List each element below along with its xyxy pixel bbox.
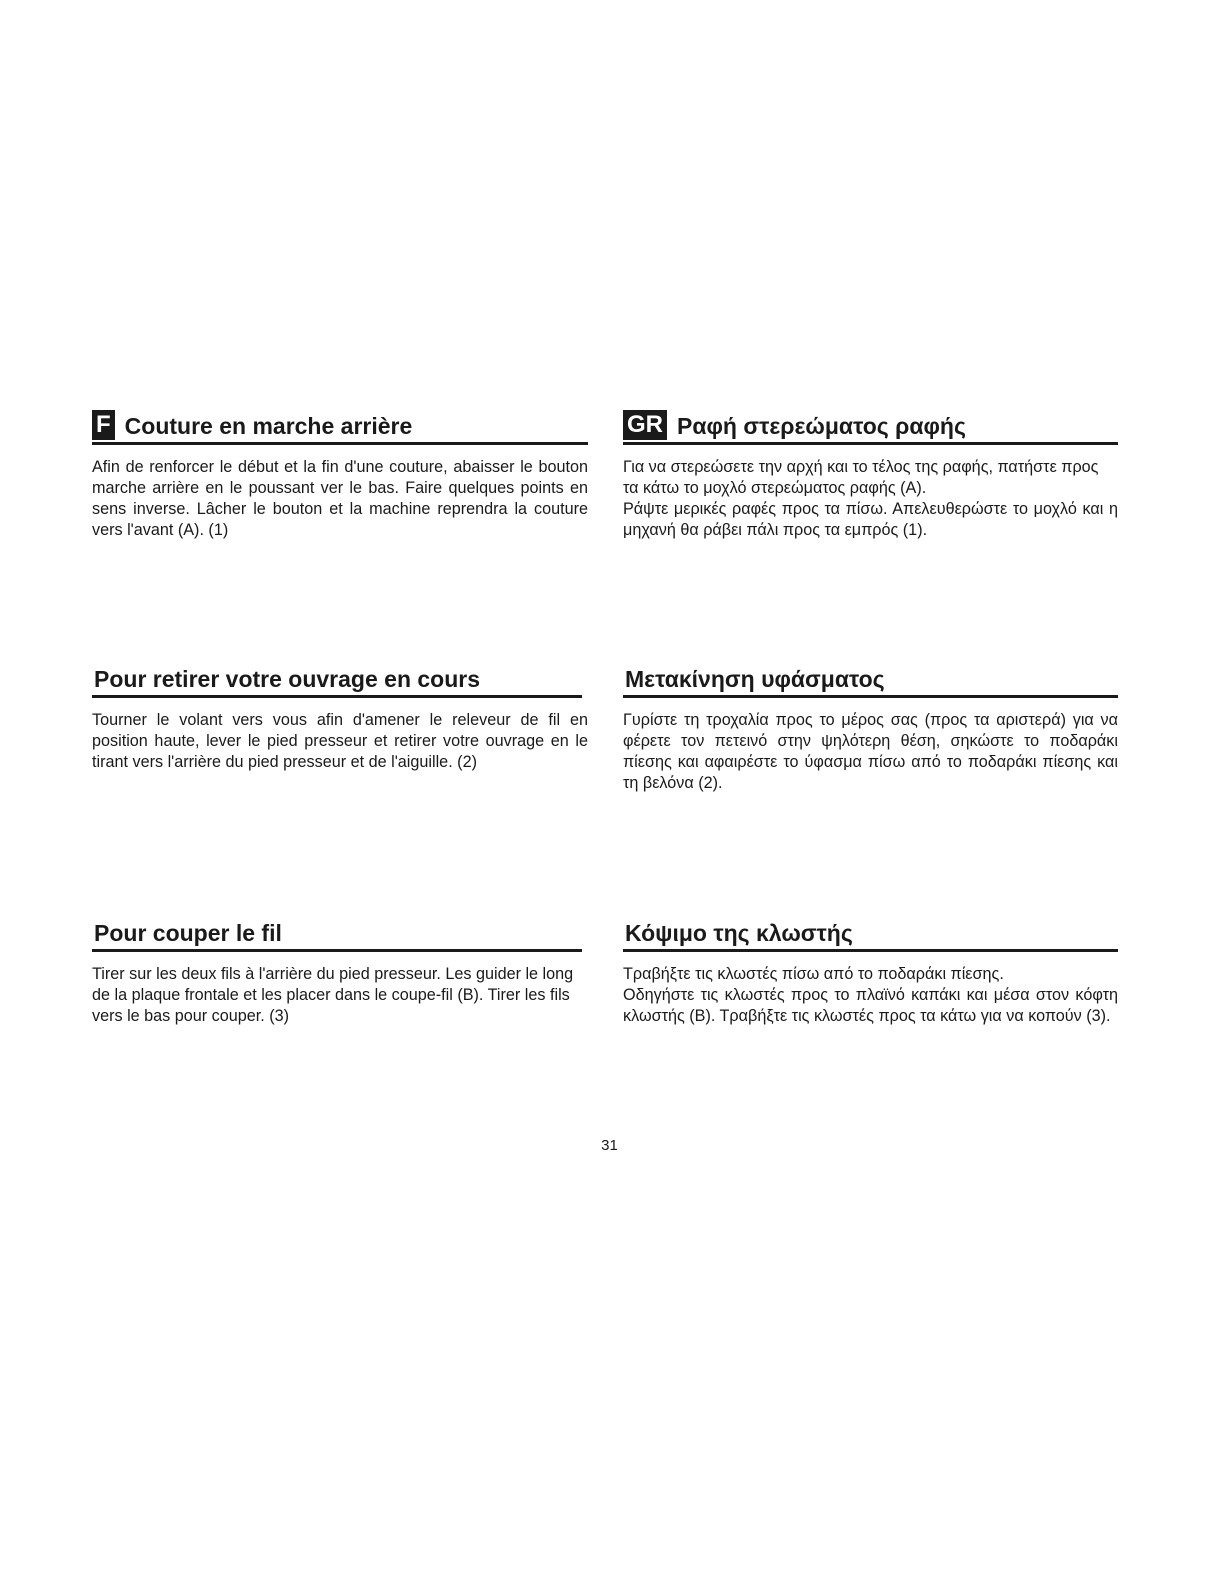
section-fr-cut-thread <box>92 917 588 1027</box>
section-title: Ραφή στερεώματος ραφής <box>677 413 966 439</box>
page-number: 31 <box>601 1137 618 1154</box>
section-gr-remove-fabric <box>623 663 1118 794</box>
section-heading <box>623 410 1118 445</box>
section-heading <box>623 663 1118 698</box>
section-body <box>623 457 1118 541</box>
section-body <box>92 964 588 1027</box>
section-fr-remove-work <box>92 663 588 773</box>
section-heading <box>92 663 582 698</box>
section-title: Pour retirer votre ouvrage en cours <box>94 666 481 692</box>
paragraph: Οδηγήστε τις κλωστές προς το πλαϊνό καπάκι και μέσα στον κόφτη κλωστής (B). Τραβήξτε τις κλωστές προς τα κάτω για να κοπούν (3). <box>623 986 1118 1025</box>
section-heading <box>623 917 1118 952</box>
section-title: Pour couper le fil <box>94 920 282 946</box>
section-body <box>92 710 588 773</box>
section-body <box>623 710 1118 794</box>
section-heading <box>92 917 582 952</box>
paragraph: Tourner le volant vers vous afin d'amener le releveur de fil en position haute, lever le pied presseur et retirer votre ouvrage en le tirant vers l'arrière du pied presseur et de l'aiguille. (2) <box>92 711 588 771</box>
paragraph: Γυρίστε τη τροχαλία προς το μέρος σας (προς τα αριστερά) για να φέρετε τον πετεινό στην ψηλότερη θέση, σηκώστε το ποδαράκι πίεσης και αφαιρέστε το ύφασμα πίσω από το ποδαράκι πίεσης και τη βελόνα (2). <box>623 711 1118 792</box>
section-gr-cut-thread <box>623 917 1118 1027</box>
section-body <box>623 964 1118 1027</box>
section-body <box>92 457 588 541</box>
paragraph: Τραβήξτε τις κλωστές πίσω από το ποδαράκι πίεσης. <box>623 965 1004 983</box>
section-heading <box>92 410 588 445</box>
language-badge-gr: GR <box>623 410 667 440</box>
paragraph: Για να στερεώσετε την αρχή και το τέλος της ραφής, πατήστε προς τα κάτω το μοχλό στερεώματος ραφής (A). <box>623 458 1099 497</box>
paragraph: Ράψτε μερικές ραφές προς τα πίσω. Απελευθερώστε το μοχλό και η μηχανή θα ράβει πάλι προς τα εμπρός (1). <box>623 500 1118 539</box>
section-title: Κόψιμο της κλωστής <box>625 920 853 946</box>
section-title: Couture en marche arrière <box>124 413 413 439</box>
section-gr-reverse-stitch <box>623 410 1118 541</box>
paragraph: Tirer sur les deux fils à l'arrière du pied presseur. Les guider le long de la plaque frontale et les placer dans le coupe-fil (B). Tirer les fils vers le bas pour couper. (3) <box>92 965 574 1025</box>
language-badge-fr: F <box>92 410 115 440</box>
paragraph: Afin de renforcer le début et la fin d'une couture, abaisser le bouton marche arrière en le poussant ver le bas. Faire quelques points en sens inverse. Lâcher le bouton et la machine reprendra la couture vers l'avant (A). (1) <box>92 458 588 539</box>
section-fr-reverse-stitch <box>92 410 588 541</box>
section-title: Μετακίνηση υφάσματος <box>625 666 885 692</box>
